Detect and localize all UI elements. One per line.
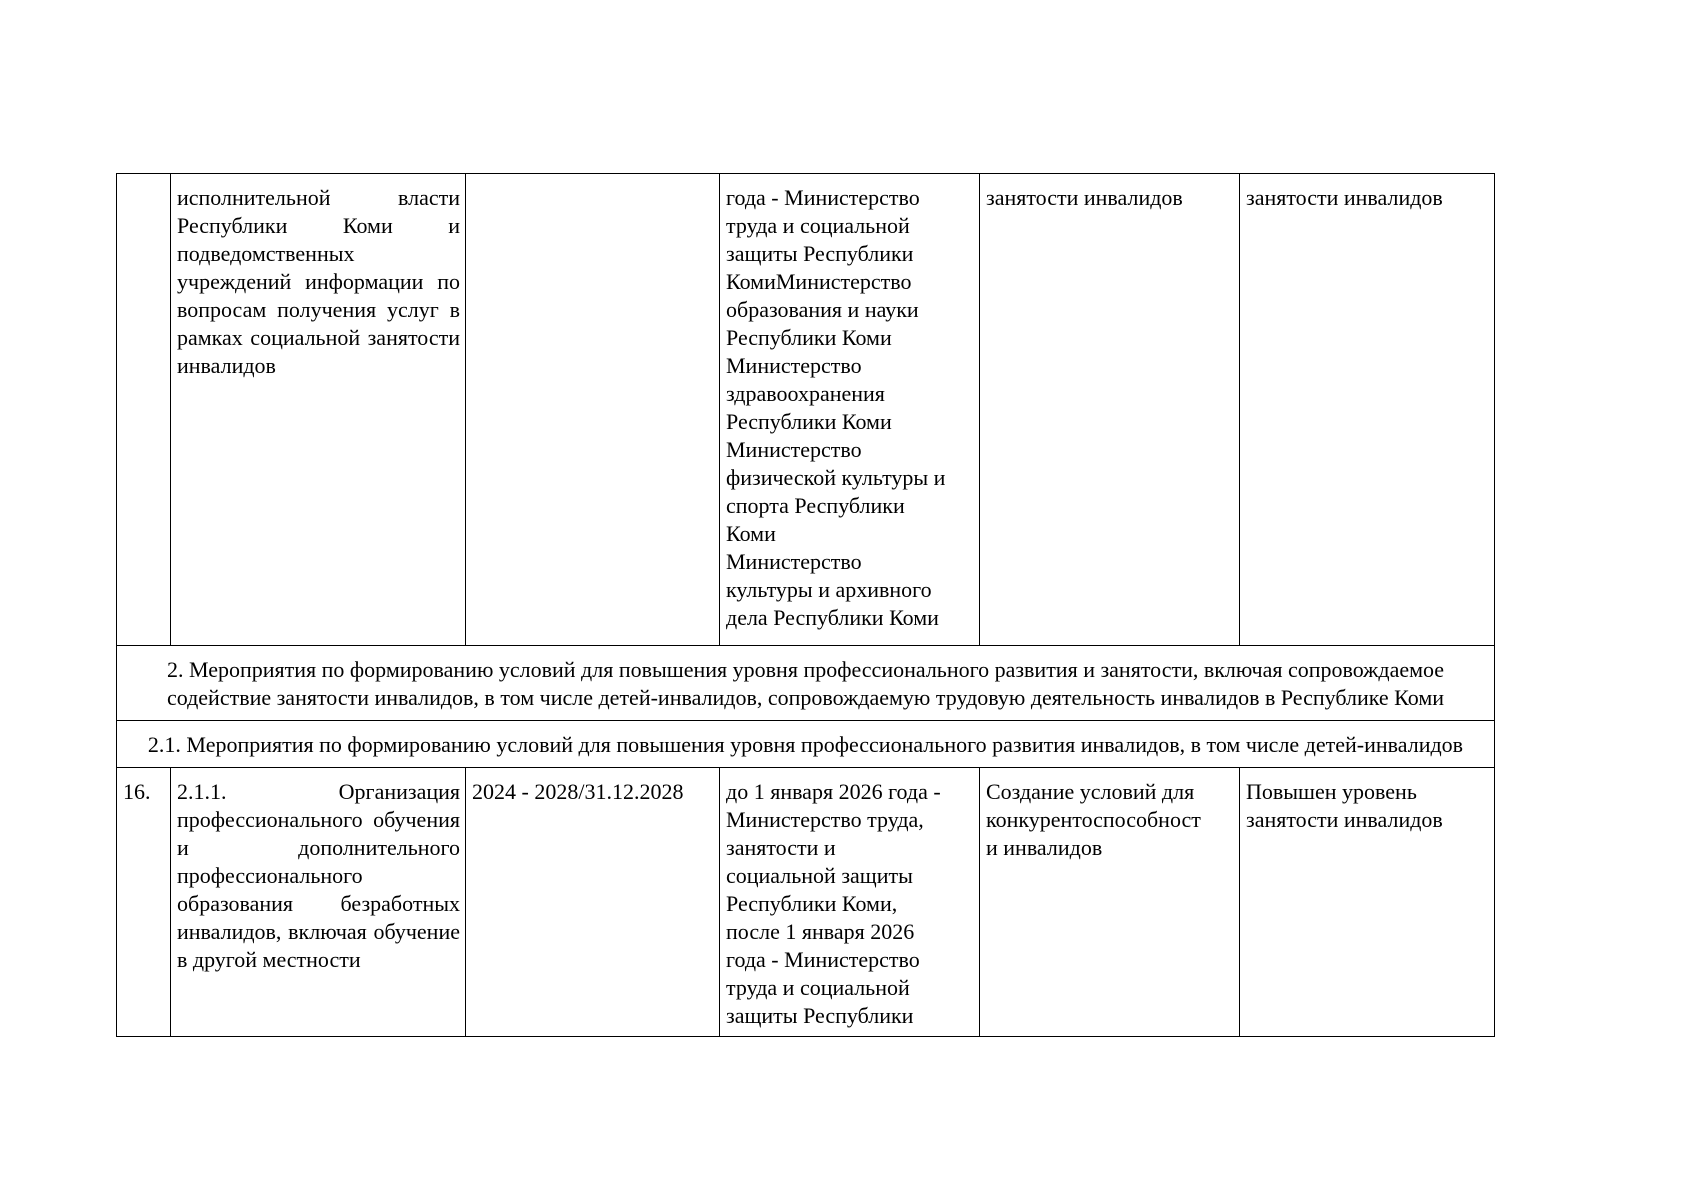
executor-line: защиты Республики [726, 1003, 914, 1028]
executor-line: социальной защиты [726, 863, 913, 888]
row-number-cell: 16. [117, 768, 171, 1037]
executor-line: Республики Коми [726, 409, 892, 434]
measure-cell: 2.1.1. Организация профессионального обучения и дополнительного профессионального образования безработных инвалидов, включая обучение в другой местности [171, 768, 466, 1037]
executor-line: защиты Республики [726, 241, 914, 266]
executor-line: до 1 января 2026 года - [726, 779, 941, 804]
period-cell [466, 174, 720, 646]
executor-line: физической культуры и [726, 465, 946, 490]
executor-line: занятости и [726, 835, 836, 860]
period-cell: 2024 - 2028/31.12.2028 [466, 768, 720, 1037]
expected-result-cell: занятости инвалидов [980, 174, 1240, 646]
expected-result-line: конкурентоспособност [986, 807, 1201, 832]
executor-line: труда и социальной [726, 975, 910, 1000]
executor-line: культуры и архивного [726, 577, 932, 602]
executor-line: года - Министерство [726, 185, 920, 210]
table-row [117, 174, 1495, 646]
executor-line: Коми [726, 521, 776, 546]
indicator-line: занятости инвалидов [1246, 807, 1443, 832]
indicator-cell [1240, 768, 1495, 1037]
section-2-heading: 2. Мероприятия по формированию условий для повышения уровня профессионального развития и занятости, включая сопровождаемое содействие занятости инвалидов, в том числе детей-инвалидов, сопровождаемую трудовую деятельность инвалидов в Республике Коми [117, 646, 1495, 721]
executor-line: труда и социальной [726, 213, 910, 238]
expected-result-line: Создание условий для [986, 779, 1195, 804]
indicator-cell: занятости инвалидов [1240, 174, 1495, 646]
measure-cell: исполнительной власти Республики Коми и подведомственных учреждений информации по вопросам получения услуг в рамках социальной занятости инвалидов [171, 174, 466, 646]
expected-result-line: и инвалидов [986, 835, 1103, 860]
executor-line: Республики Коми, [726, 891, 898, 916]
executor-line: Министерство труда, [726, 807, 924, 832]
expected-result-cell [980, 768, 1240, 1037]
indicator-line: Повышен уровень [1246, 779, 1417, 804]
section-heading-row [117, 646, 1495, 721]
executor-line: спорта Республики [726, 493, 905, 518]
table-row [117, 768, 1495, 1037]
executor-line: образования и науки [726, 297, 919, 322]
measures-table [116, 173, 1495, 1037]
executor-cell [720, 174, 980, 646]
executor-line: Министерство [726, 353, 862, 378]
executor-line: Республики Коми [726, 325, 892, 350]
row-number-cell [117, 174, 171, 646]
executor-line: дела Республики Коми [726, 605, 939, 630]
executor-line: Министерство [726, 437, 862, 462]
executor-line: КомиМинистерство [726, 269, 912, 294]
executor-cell [720, 768, 980, 1037]
executor-line: Министерство [726, 549, 862, 574]
section-2-1-heading: 2.1. Мероприятия по формированию условий для повышения уровня профессионального развития инвалидов, в том числе детей-инвалидов [117, 721, 1495, 768]
executor-line: здравоохранения [726, 381, 885, 406]
subsection-heading-row [117, 721, 1495, 768]
executor-line: года - Министерство [726, 947, 920, 972]
executor-line: после 1 января 2026 [726, 919, 915, 944]
